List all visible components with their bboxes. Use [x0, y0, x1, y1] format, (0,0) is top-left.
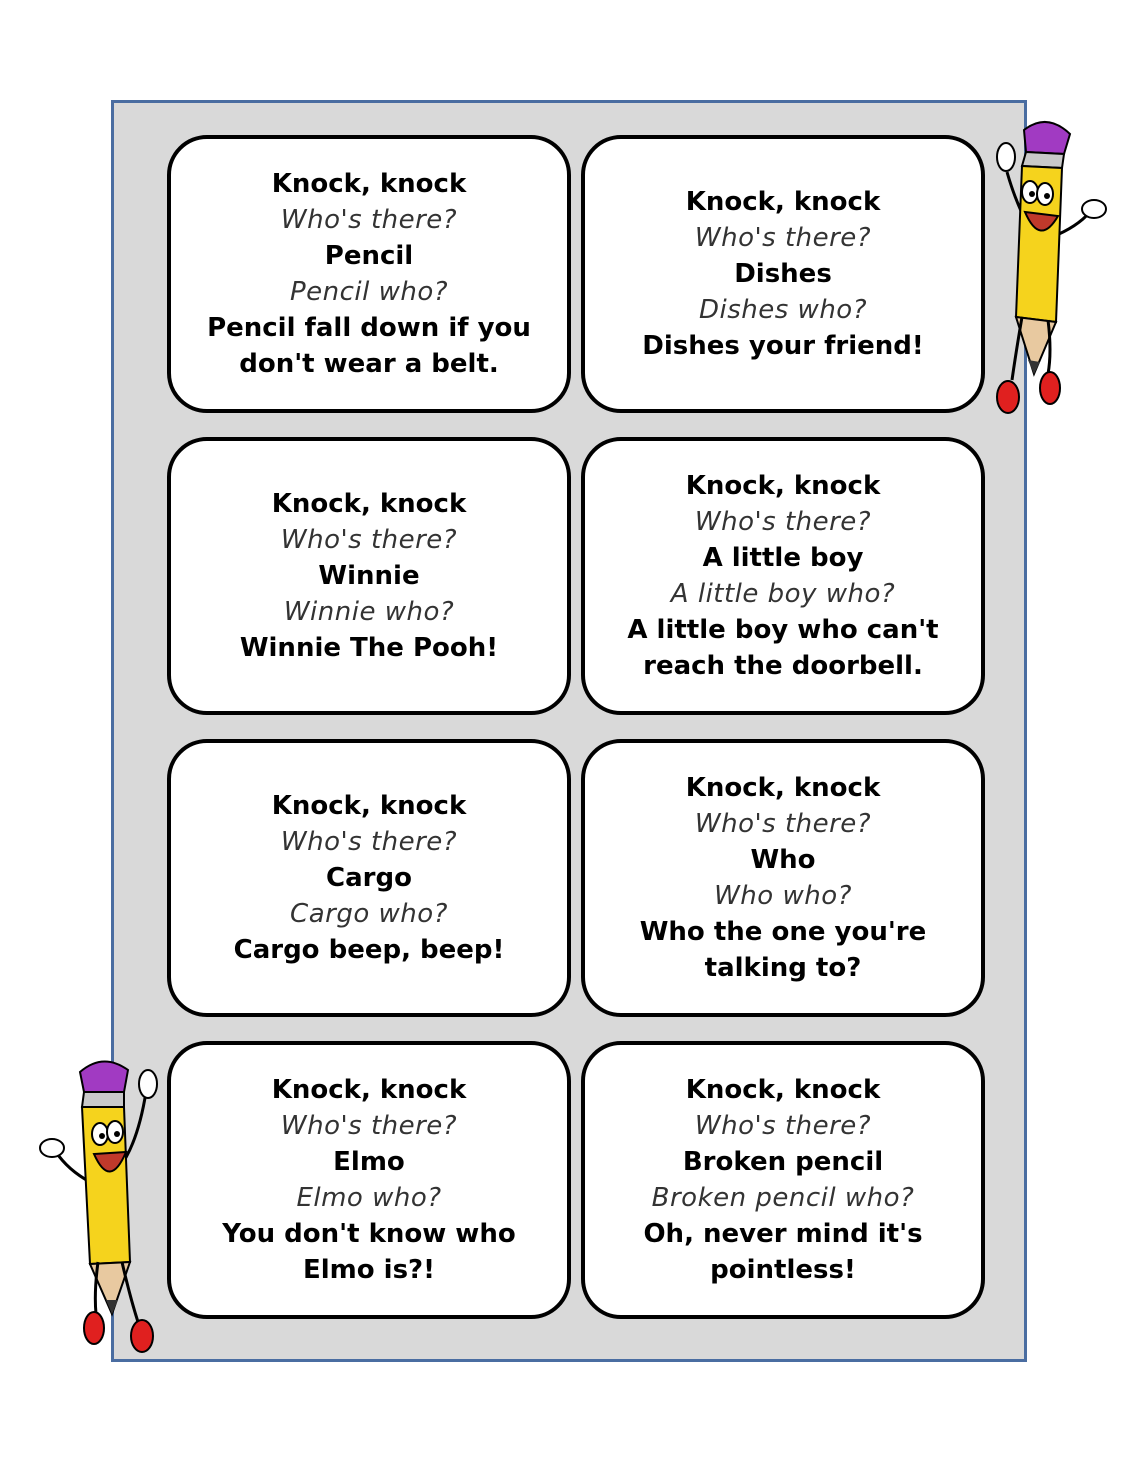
joke-card-dishes [581, 135, 985, 413]
card-name: Broken pencil [682, 1147, 884, 1177]
joke-card-sheet [111, 100, 1027, 1362]
card-prompt: Who's there? [280, 827, 458, 857]
card-punchline-1: Pencil fall down if you [207, 313, 531, 343]
joke-card-winnie [167, 437, 571, 715]
joke-card-who [581, 739, 985, 1017]
card-who: Dishes who? [698, 295, 868, 325]
card-opener: Knock, knock [685, 773, 881, 803]
card-name: Elmo [333, 1147, 405, 1177]
card-who: Pencil who? [289, 277, 449, 307]
card-who: Who who? [714, 881, 852, 911]
card-opener: Knock, knock [685, 187, 881, 217]
card-punchline-2: pointless! [710, 1255, 856, 1285]
card-who: Cargo who? [290, 899, 448, 929]
card-punchline-1: Winnie The Pooh! [239, 633, 499, 663]
card-who: Elmo who? [296, 1183, 442, 1213]
card-punchline-1: Who the one you're [639, 917, 927, 947]
card-name: Dishes [734, 259, 832, 289]
card-punchline-2: talking to? [704, 953, 862, 983]
card-name: Who [750, 845, 816, 875]
card-name: Cargo [326, 863, 412, 893]
joke-card-little-boy [581, 437, 985, 715]
card-punchline-2: reach the doorbell. [643, 651, 923, 681]
card-punchline-1: You don't know who [222, 1219, 516, 1249]
card-name: Pencil [324, 241, 414, 271]
card-prompt: Who's there? [694, 507, 872, 537]
card-opener: Knock, knock [271, 791, 467, 821]
card-name: Winnie [318, 561, 420, 591]
card-opener: Knock, knock [685, 1075, 881, 1105]
card-punchline-1: Dishes your friend! [642, 331, 924, 361]
card-punchline-1: Cargo beep, beep! [233, 935, 505, 965]
pencil-mascot-icon [992, 112, 1107, 417]
card-opener: Knock, knock [685, 471, 881, 501]
card-who: A little boy who? [670, 579, 896, 609]
pencil-mascot-icon [38, 1052, 163, 1357]
card-punchline-1: Oh, never mind it's [643, 1219, 923, 1249]
card-punchline-1: A little boy who can't [627, 615, 939, 645]
card-prompt: Who's there? [280, 1111, 458, 1141]
card-opener: Knock, knock [271, 169, 467, 199]
card-prompt: Who's there? [694, 809, 872, 839]
joke-card-pencil [167, 135, 571, 413]
card-who: Broken pencil who? [651, 1183, 915, 1213]
card-prompt: Who's there? [280, 205, 458, 235]
card-prompt: Who's there? [280, 525, 458, 555]
joke-card-elmo [167, 1041, 571, 1319]
card-opener: Knock, knock [271, 1075, 467, 1105]
joke-card-cargo [167, 739, 571, 1017]
card-name: A little boy [702, 543, 864, 573]
card-punchline-2: don't wear a belt. [239, 349, 499, 379]
card-prompt: Who's there? [694, 1111, 872, 1141]
card-who: Winnie who? [283, 597, 455, 627]
card-punchline-2: Elmo is?! [302, 1255, 435, 1285]
card-prompt: Who's there? [694, 223, 872, 253]
card-opener: Knock, knock [271, 489, 467, 519]
joke-card-broken-pencil [581, 1041, 985, 1319]
